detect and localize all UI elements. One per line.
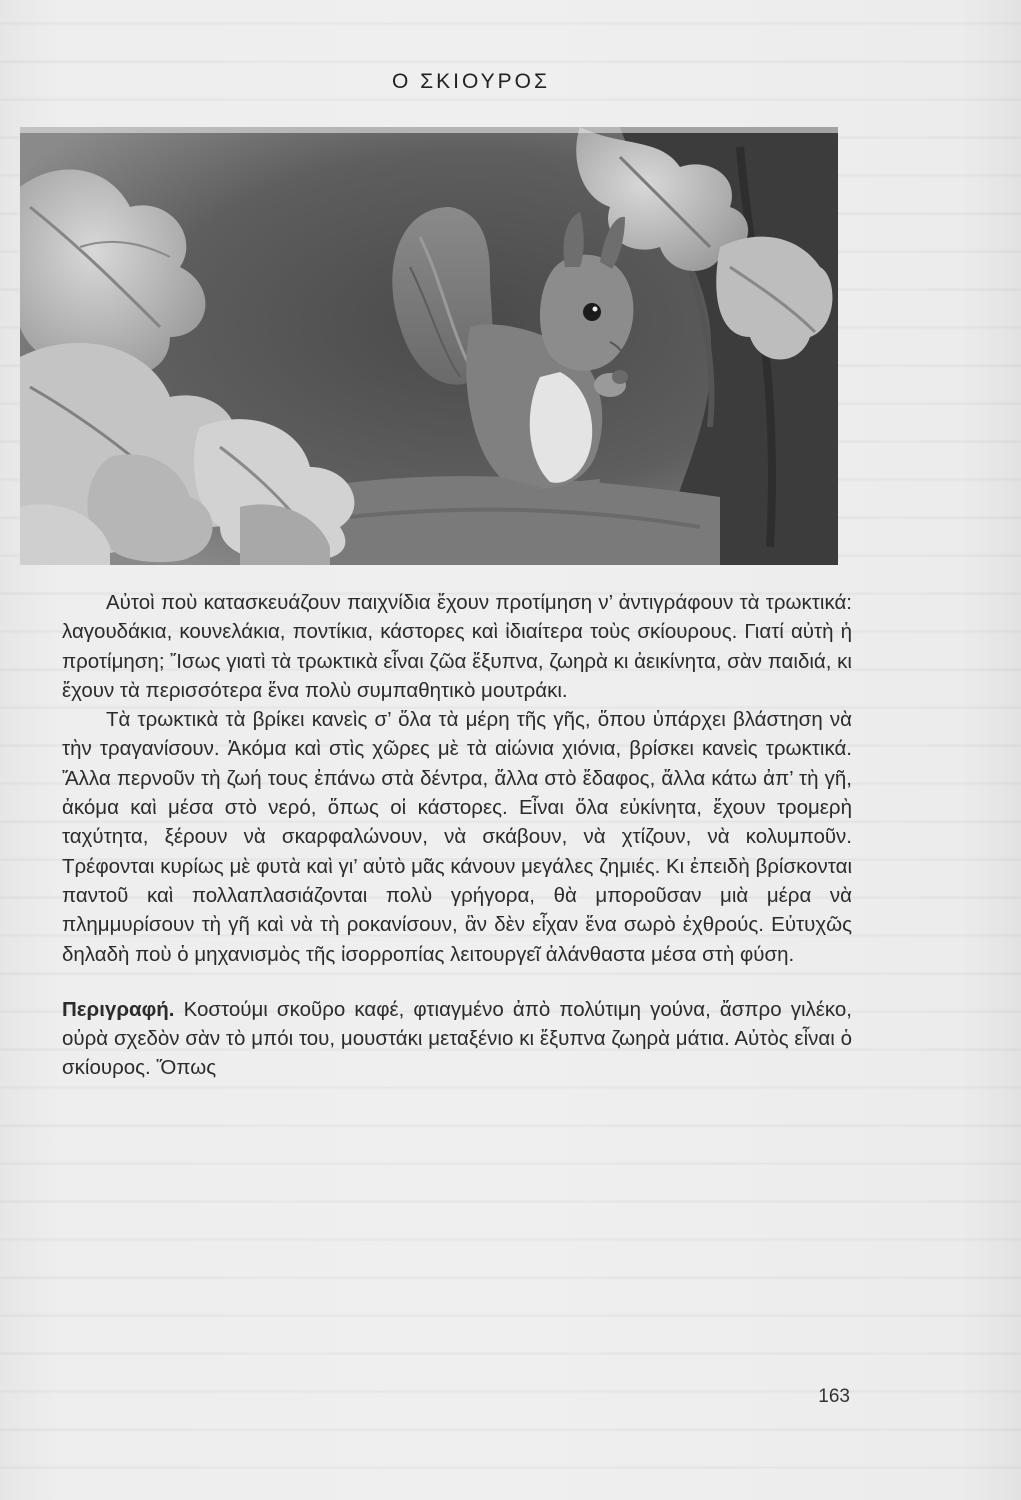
chapter-title: Ο ΣΚΙΟΥΡΟΣ [392,70,550,93]
description-text: Κοστούμι σκοῦρο καφέ, φτιαγμένο ἀπὸ πολύτιμη γούνα, ἄσπρο γιλέκο, οὐρὰ σχεδὸν σὰν τὸ μπόι του, μουστάκι μεταξένιο κι ἔξυπνα ζωηρὰ μάτια. Αὐτὸς εἶναι ὁ σκίουρος. Ὅπως [62,997,852,1080]
description-lead: Περιγραφή. [62,997,175,1021]
paragraph-description [62,995,852,1083]
page-number: 163 [818,1386,850,1407]
paragraph-intro: Αὐτοὶ ποὺ κατασκευάζουν παιχνίδια ἔχουν προτίμηση ν’ ἀντιγράφουν τὰ τρωκτικά: λαγουδάκια, κουνελάκια, ποντίκια, κάστορες καὶ ἰδιαίτερα τοὺς σκίουρους. Γιατί αὐτὴ ἡ προτίμηση; Ἴσως γιατὶ τὰ τρωκτικὰ εἶναι ζῶα ἔξυπνα, ζωηρὰ κι ἀεικίνητα, σὰν παιδιά, κι ἔχουν τὰ περισσότερα ἕνα πολὺ συμπαθητικὸ μουτράκι. [62,591,852,702]
article-body [62,588,852,1083]
squirrel-illustration [20,127,838,565]
paragraph-rodents: Τὰ τρωκτικὰ τὰ βρίκει κανεὶς σ’ ὅλα τὰ μέρη τῆς γῆς, ὅπου ὑπάρχει βλάστηση νὰ τὴν τραγανίσουν. Ἀκόμα καὶ στὶς χῶρες μὲ τὰ αἰώνια χιόνια, βρίσκει κανεὶς τρωκτικά. Ἄλλα περνοῦν τὴ ζωή τους ἐπάνω στὰ δέντρα, ἄλλα στὸ ἔδαφος, ἄλλα κάτω ἀπ’ τὴ γῆ, ἀκόμα καὶ μέσα στὸ νερό, ὅπως οἱ κάστορες. Εἶναι ὅλα εὐκίνητα, ἔχουν τρομερὴ ταχύτητα, ξέρουν νὰ σκαρφαλώνουν, νὰ σκάβουν, νὰ χτίζουν, νὰ κολυμποῦν. Τρέφονται κυρίως μὲ φυτὰ καὶ γι’ αὐτὸ μᾶς κάνουν μεγάλες ζημιές. Κι ἐπειδὴ βρίσκονται παντοῦ καὶ πολλαπλασιάζονται πολὺ γρήγορα, θὰ μποροῦσαν μιὰ μέρα νὰ πλημμυρίσουν τὴ γῆ καὶ νὰ τὴ ροκανίσουν, ἂν δὲν εἶχαν ἕνα σωρὸ ἐχθρούς. Εὐτυχῶς δηλαδὴ ποὺ ὁ μηχανισμὸς τῆς ἰσορροπίας λειτουργεῖ ἀλάνθαστα μέσα στὴ φύση. [62,708,852,966]
